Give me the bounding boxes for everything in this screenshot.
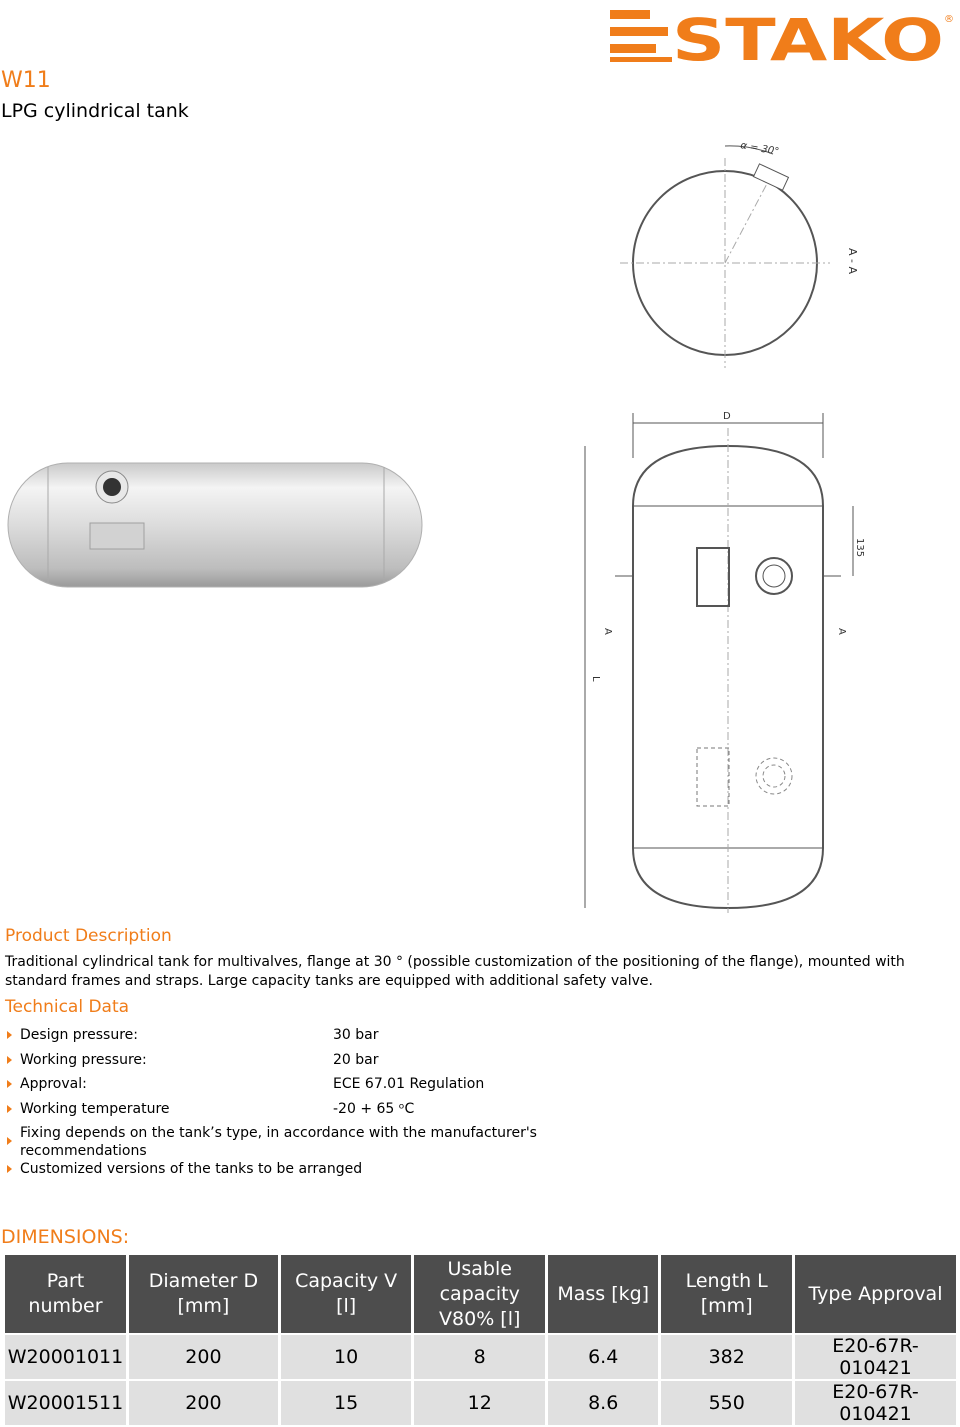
stako-logo [610, 8, 955, 66]
tank-photo [6, 455, 426, 595]
section-label: A - A [846, 248, 859, 275]
column-header: Mass [kg] [548, 1255, 658, 1333]
list-item [5, 1026, 625, 1051]
technical-data-heading: Technical Data [5, 997, 130, 1017]
spec-label: Fixing depends on the tank’s type, in accordance with the manufacturer's recommendations [20, 1125, 537, 1159]
list-item [5, 1124, 625, 1160]
length-label: L [590, 676, 601, 682]
spec-value: 20 bar [333, 1051, 379, 1068]
bullet-arrow-icon [7, 1105, 12, 1113]
table-cell: 200 [129, 1381, 278, 1425]
table-cell: 15 [281, 1381, 412, 1425]
technical-drawing [575, 128, 865, 918]
table-cell: 10 [281, 1335, 412, 1379]
table-row [5, 1381, 956, 1425]
spec-label: Working pressure: [20, 1051, 147, 1068]
table-cell: E20-67R-010421 [795, 1381, 956, 1425]
offset-label: 135 [854, 538, 865, 558]
column-header: Part number [5, 1255, 126, 1333]
column-header: Capacity V [l] [281, 1255, 412, 1333]
spec-value: -20 + 65 ᵒC [333, 1100, 415, 1117]
table-cell: 12 [414, 1381, 545, 1425]
list-item [5, 1075, 625, 1100]
table-header-row [5, 1255, 956, 1333]
column-header: Length L [mm] [661, 1255, 792, 1333]
bullet-arrow-icon [7, 1031, 12, 1039]
table-cell: E20-67R-010421 [795, 1335, 956, 1379]
technical-data-list [5, 1026, 625, 1185]
column-header: Usable capacity V80% [l] [414, 1255, 545, 1333]
table-cell: 200 [129, 1335, 278, 1379]
product-description-text: Traditional cylindrical tank for multivalves, flange at 30 ° (possible customization of the positioning of the flange), mounted with standard frames and straps. Large capacity tanks are equipped with additional safety valve. [5, 954, 905, 989]
cut-label-right: A [836, 628, 847, 635]
table-cell: W20001511 [5, 1381, 126, 1425]
dimensions-table [2, 1253, 959, 1427]
cut-label-left: A [602, 628, 613, 635]
spec-label: Working temperature [20, 1100, 170, 1117]
bullet-arrow-icon [7, 1056, 12, 1064]
table-cell: 8.6 [548, 1381, 658, 1425]
spec-label: Approval: [20, 1076, 87, 1092]
column-header: Type Approval [795, 1255, 956, 1333]
list-item [5, 1160, 625, 1185]
dimensions-heading: DIMENSIONS: [1, 1226, 130, 1248]
bullet-arrow-icon [7, 1165, 12, 1173]
table-cell: 6.4 [548, 1335, 658, 1379]
bullet-arrow-icon [7, 1080, 12, 1088]
list-item [5, 1051, 625, 1076]
spec-label: Customized versions of the tanks to be arranged [20, 1161, 363, 1177]
table-cell: 382 [661, 1335, 792, 1379]
spec-value: 30 bar [333, 1027, 379, 1043]
bullet-arrow-icon [7, 1137, 12, 1145]
spec-label: Design pressure: [20, 1027, 138, 1043]
angle-label: α = 30° [739, 140, 780, 158]
trademark-mark: ® [944, 14, 954, 25]
column-header: Diameter D [mm] [129, 1255, 278, 1333]
diameter-label: D [723, 411, 731, 422]
table-cell: 550 [661, 1381, 792, 1425]
product-description-heading: Product Description [5, 926, 172, 946]
product-name: LPG cylindrical tank [1, 100, 189, 122]
logo-wordmark: STAKO [672, 8, 944, 66]
table-cell: W20001011 [5, 1335, 126, 1379]
spec-value: ECE 67.01 Regulation [333, 1076, 485, 1092]
table-row [5, 1335, 956, 1379]
product-code: W11 [1, 68, 51, 93]
list-item [5, 1100, 625, 1125]
table-cell: 8 [414, 1335, 545, 1379]
